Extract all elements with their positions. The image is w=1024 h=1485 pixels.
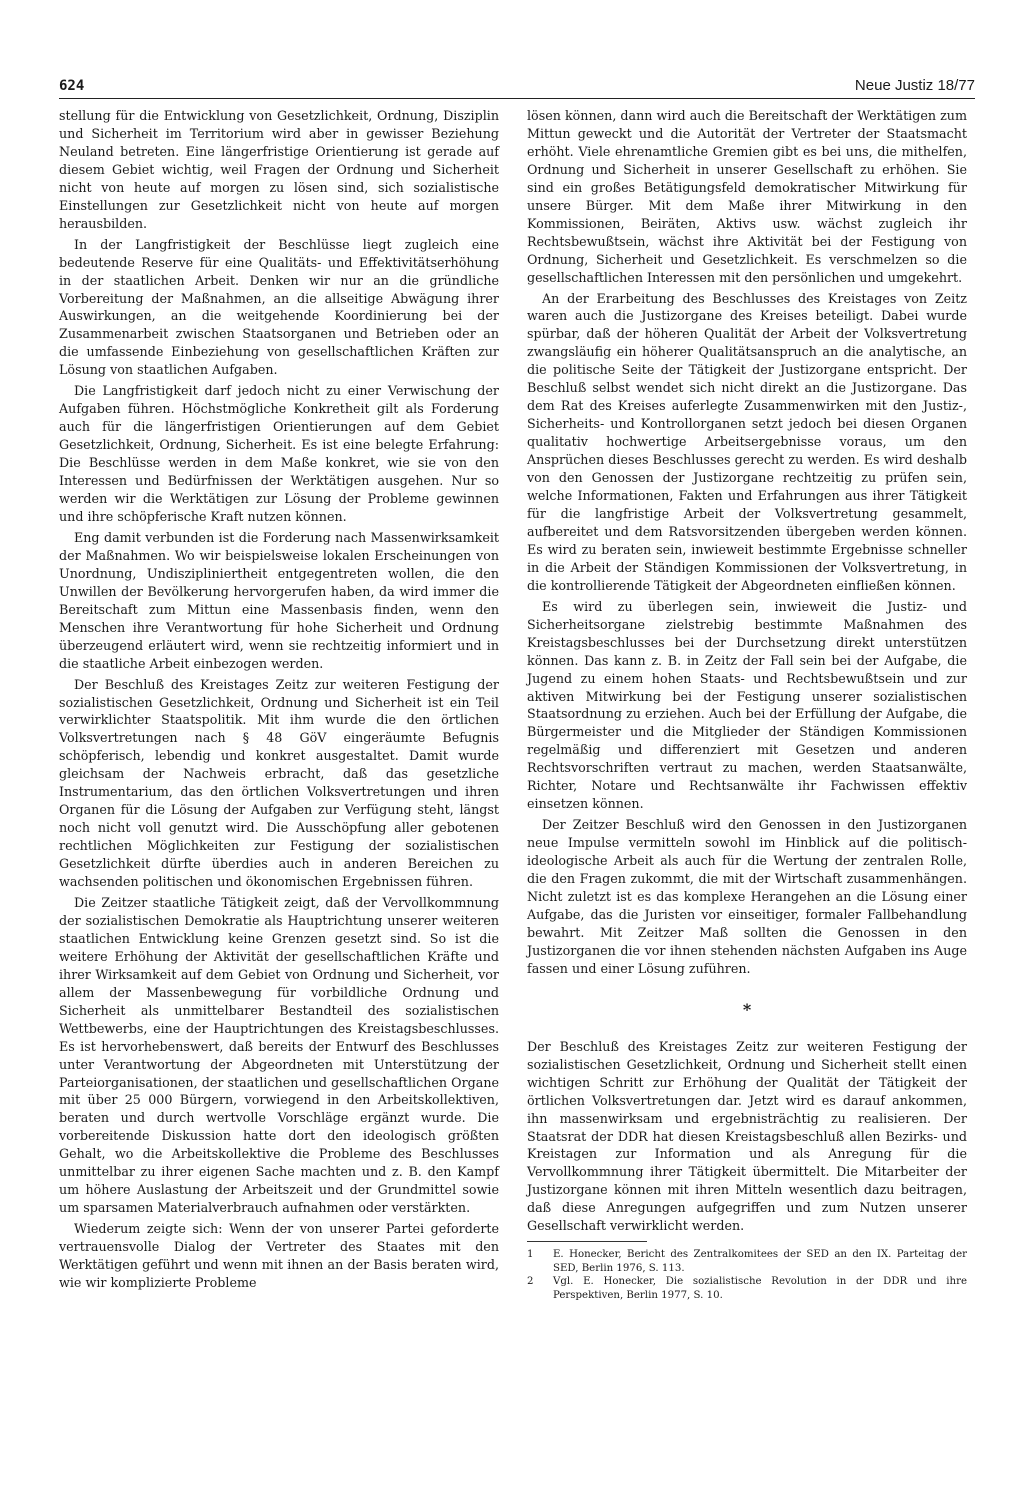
left-column	[59, 107, 499, 1292]
paragraph: An der Erarbeitung des Beschlusses des Kreistages von Zeitz waren auch die Justizorgane des Kreises beteiligt. Dabei wurde spürbar, daß der höheren Qualität der Arbeit der Volksvertretung zwangsläufig ein höherer Qualitätsanspruch an die analytische, an die politische Seite der Tätigkeit der Justizorgane entspricht. Der Beschluß selbst wendet sich nicht direkt an die Justizorgane. Das dem Rat des Kreises auferlegte Zusammenwirken mit den Justiz-, Sicherheits- und Kontrollorganen setzt jedoch bei diesen Organen qualitativ hochwertige Arbeitsergebnisse voraus, um den Ansprüchen dieses Beschlusses gerecht zu werden. Es wird deshalb von den Genossen der Justizorgane rechtzeitig zu prüfen sein, welche Informationen, Fakten und Erfahrungen aus ihrer Tätigkeit für die langfristige Arbeit der Volksvertretung gesammelt, aufbereitet und dem Ratsvorsitzenden übergeben werden können. Es wird zu beraten sein, inwieweit bestimmte Ergebnisse schneller in die Arbeit der Ständigen Kommissionen der Volksvertretung, in die kontrollierende Tätigkeit der Abgeordneten einfließen können.	[527, 290, 967, 593]
paragraph: Es wird zu überlegen sein, inwieweit die Justiz- und Sicherheitsorgane zielstrebig bestimmte Maßnahmen des Kreistagsbeschlusses bei der Durchsetzung direkt unterstützen können. Das kann z. B. in Zeitz der Fall sein bei der Aufgabe, die Jugend zu einem hohen Staats- und Rechtsbewußtsein und zur aktiven Mitwirkung bei der Festigung unserer sozialistischen Staatsordnung zu erziehen. Auch bei der Erfüllung der Aufgabe, die Bürgermeister und die Mitglieder der Ständigen Kommissionen regelmäßig und differenziert mit Gesetzen und anderen Rechtsvorschriften vertraut zu machen, werden Staatsanwälte, Richter, Notare und Rechtsanwälte ihr Fachwissen effektiv einsetzen können.	[527, 598, 967, 812]
paragraph: lösen können, dann wird auch die Bereitschaft der Werktätigen zum Mittun geweckt und die Autorität der Vertreter der Staatsmacht erhöht. Viele ehrenamtliche Gremien gibt es bei uns, die mithelfen, Ordnung und Sicherheit in unserer Gesellschaft zu erhöhen. Sie sind ein großes Betätigungsfeld demokratischer Mitwirkung für unsere Bürger. Mit dem Maße ihrer Mitwirkung in den Kommissionen, Beiräten, Aktivs usw. wächst zugleich ihr Rechtsbewußtsein, wächst ihre Aktivität bei der Festigung von Ordnung, Sicherheit und Gesetzlichkeit. Es verschmelzen so die gesellschaftlichen Interessen mit den persönlichen und umgekehrt.	[527, 108, 967, 285]
paragraph: Der Beschluß des Kreistages Zeitz zur weiteren Festigung der sozialistischen Gesetzlichkeit, Ordnung und Sicherheit ist ein Teil verwirklichter Staatspolitik. Mit ihm wurde die den örtlichen Volksvertretungen nach § 48 GöV eingeräumte Befugnis schöpferisch, lebendig und konkret ausgestaltet. Damit wurde gleichsam der Nachweis erbracht, daß das gesetzliche Instrumentarium, das den örtlichen Volksvertretungen und ihren Organen für die Lösung der Aufgaben zur Verfügung steht, längst noch nicht voll genutzt wird. Die Ausschöpfung aller gebotenen rechtlichen Möglichkeiten zur Festigung der sozialistischen Gesetzlichkeit dürfte überdies auch in anderen Bereichen zu wachsenden politischen und ökonomischen Ergebnissen führen.	[59, 676, 499, 890]
journal-issue: Neue Justiz 18/77	[854, 77, 975, 94]
footnotes	[527, 1248, 967, 1302]
paragraph: In der Langfristigkeit der Beschlüsse liegt zugleich eine bedeutende Reserve für eine Qualitäts- und Effektivitätserhöhung in der staatlichen Arbeit. Denken wir nur an die gründliche Vorbereitung der Maßnahmen, an die allseitige Abwägung ihrer Auswirkungen, an die weitgehende Koordinierung bei der Zusammenarbeit zwischen Staatsorganen und Betrieben oder an die umfassende Einbeziehung von gesellschaftlichen Kräften zur Lösung von staatlichen Aufgaben.	[59, 236, 499, 378]
footnote-number: 2	[527, 1276, 534, 1288]
footnote-divider	[527, 1241, 647, 1242]
paragraph: stellung für die Entwicklung von Gesetzlichkeit, Ordnung, Disziplin und Sicherheit im Territorium wird aber in gewisser Beziehung Neuland betreten. Eine längerfristige Orientierung ist gerade auf diesem Gebiet wichtig, weil Fragen der Ordnung und Sicherheit nicht von heute auf morgen zu lösen sind, sich sozialistische Einstellungen zur Gesetzlichkeit nicht von heute auf morgen herausbilden.	[59, 108, 499, 231]
paragraph: Die Zeitzer staatliche Tätigkeit zeigt, daß der Vervollkommnung der sozialistischen Demokratie als Hauptrichtung unserer weiteren staatlichen Entwicklung keine Grenzen gesetzt sind. So ist die weitere Erhöhung der Aktivität der gesellschaftlichen Kräfte und ihrer Wirksamkeit auf dem Gebiet von Ordnung und Sicherheit, vor allem der Massenbewegung für vorbildliche Ordnung und Sicherheit als unmittelbarer Bestandteil des sozialistischen Wettbewerbs, eine der Hauptrichtungen des Kreistagsbeschlusses. Es ist hervorhebenswert, daß bereits der Entwurf des Beschlusses unter Verantwortung der Abgeordneten mit Unterstützung der Parteiorganisationen, der staatlichen und gesellschaftlichen Organe mit über 25 000 Bürgern, vorwiegend in den Arbeitskollektiven, beraten und durch wertvolle Vorschläge ergänzt wurde. Die vorbereitende Diskussion hatte dort den ideologisch größten Gehalt, wo die Arbeitskollektive die Probleme des Beschlusses unmittelbar zu ihrer eigenen Sache machten und z. B. den Kampf um höhere Auslastung der Arbeitszeit und der Grundmittel sowie um sparsamen Materialverbrauch aufnahmen oder verstärkten.	[59, 894, 499, 1216]
footnote	[527, 1248, 967, 1275]
footnote-text: E. Honecker, Bericht des Zentralkomitees der SED an den IX. Parteitag der SED, Berlin 1976, S. 113.	[553, 1249, 967, 1274]
page-header	[59, 76, 975, 99]
footnote-number: 1	[527, 1249, 534, 1261]
footnote-text: Vgl. E. Honecker, Die sozialistische Revolution in der DDR und ihre Perspektiven, Berlin 1977, S. 10.	[553, 1276, 967, 1301]
paragraph: Der Zeitzer Beschluß wird den Genossen in den Justizorganen neue Impulse vermitteln sowohl im Hinblick auf die politisch-ideologische Arbeit als auch für die Wertung der zentralen Rolle, die den Fragen zukommt, die mit der Wirtschaft zusammenhängen. Nicht zuletzt ist es das komplexe Herangehen an die Lösung einer Aufgabe, das die Juristen vor einseitiger, formaler Fallbehandlung bewahrt. Mit Zeitzer Maß sollten die Genossen in den Justizorganen die vor ihnen stehenden nächsten Aufgaben ins Auge fassen und einer Lösung zuführen.	[527, 817, 967, 976]
paragraph: Die Langfristigkeit darf jedoch nicht zu einer Verwischung der Aufgaben führen. Höchstmögliche Konkretheit gilt als Forderung auch für die längerfristigen Orientierungen auf dem Gebiet Gesetzlichkeit, Ordnung, Sicherheit. Es ist eine belegte Erfahrung: Die Beschlüsse werden in dem Maße konkret, wie sie von den Interessen und Bedürfnissen der Werktätigen ausgehen. Nur so werden wir die Werktätigen zur Lösung der Probleme gewinnen und ihre schöpferische Kraft nutzen können.	[59, 383, 499, 524]
paragraph: Eng damit verbunden ist die Forderung nach Massenwirksamkeit der Maßnahmen. Wo wir beispielsweise lokalen Erscheinungen von Unordnung, Undiszipliniertheit entgegentreten wollen, die den Unwillen der Bevölkerung hervorgerufen haben, da wird immer die Bereitschaft zum Mittun eine Massenbasis finden, wenn den Menschen ihre Verantwortung für hohe Sicherheit und Ordnung überzeugend erläutert wird, wenn sie rechtzeitig informiert und in die staatliche Arbeit einbezogen werden.	[59, 529, 499, 671]
section-separator: *	[742, 999, 752, 1019]
paragraph: Wiederum zeigte sich: Wenn der von unserer Partei geforderte vertrauensvolle Dialog der Vertreter des Staates mit den Werktätigen geführt und wenn mit ihnen an der Basis beraten wird, wie wir komplizierte Probleme	[59, 1221, 499, 1290]
right-column	[527, 107, 967, 1302]
footnote	[527, 1275, 967, 1302]
closing-paragraph: Der Beschluß des Kreistages Zeitz zur weiteren Festigung der sozialistischen Gesetzlichkeit, Ordnung und Sicherheit stellt einen wichtigen Schritt zur Erhöhung der Qualität der Tätigkeit der örtlichen Volksvertretungen dar. Jetzt wird es darauf ankommen, ihn massenwirksam und ergebnisträchtig zu realisieren. Der Staatsrat der DDR hat diesen Kreistagsbeschluß allen Bezirks- und Kreistagen zur Information und als Anregung für die Vervollkommnung ihrer Tätigkeit übermittelt. Die Mitarbeiter der Justizorgane können mit ihren Mitteln wesentlich dazu beitragen, daß diese Anregungen aufgegriffen und zum Nutzen unserer Gesellschaft verwirklicht werden.	[527, 1038, 967, 1234]
page-number: 624	[59, 78, 85, 94]
